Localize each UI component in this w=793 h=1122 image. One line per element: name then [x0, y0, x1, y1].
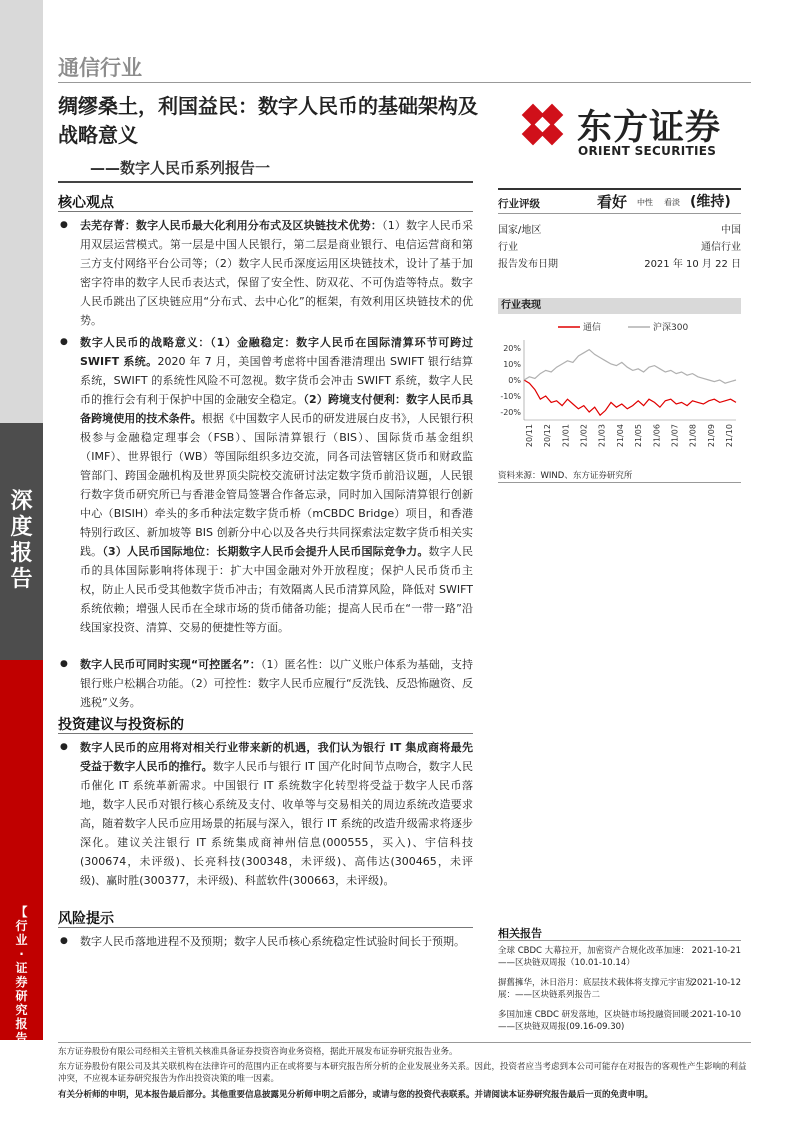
core-point — [58, 333, 473, 637]
report-type-char: 深 — [10, 489, 33, 514]
related-item-date: 2021-10-21 — [691, 946, 741, 956]
rating-rule — [498, 188, 741, 190]
bullet-icon: ● — [60, 337, 68, 347]
sidebar-bottom-char: 研 — [15, 989, 28, 1003]
sidebar-bottom-band — [0, 660, 43, 1059]
core-point-bold: （2）跨境支付便利：数字人民币具备跨境使用的技术条件。 — [80, 393, 474, 425]
x-tick-label: 21/10 — [725, 424, 734, 448]
sidebar-bottom-char: 证 — [15, 961, 28, 975]
rating-rule — [498, 213, 741, 214]
invest-bold: 数字人民币的应用将对相关行业带来新的机遇，我们认为银行 IT 集成商将最先受益于数字人民币的推行。 — [80, 741, 473, 773]
logo-text-en: ORIENT SECURITIES — [578, 144, 717, 158]
footer-line: 东方证券股份有限公司经相关主管机关核准具备证券投资咨询业务资格，据此开展发布证券研究报告业务。 — [58, 1047, 458, 1057]
y-tick-label: 20% — [503, 344, 521, 353]
rating-row-key: 国家/地区 — [498, 225, 542, 236]
rating-row-key: 报告发布日期 — [498, 259, 558, 270]
core-point-text: （1）数字人民币采用双层运营模式。第一层是中国人民银行，第二层是商业银行、电信运营商和第三方支付网络平台公司等；（2）数字人民币深度运用区块链技术，设计了基于加密字符串的数字人民币表达式，保留了安全性、防双花、不可伪造等特点。数字人民币跳出了区块链应用“分布式、去中心化”的框架，有效利用区块链技术的优势。 — [80, 219, 473, 327]
related-item-date: 2021-10-10 — [691, 1010, 741, 1020]
core-point-text: 2020 年 7 月，美国曾考虑将中国香港清理出 SWIFT 银行结算系统，SWIFT 的系统性风险不可忽视。数字货币会冲击 SWIFT 系统，数字人民币的推行会有利于保护中国的金融安全稳定。 — [80, 355, 473, 406]
core-point — [58, 216, 473, 330]
x-tick-label: 21/02 — [579, 424, 589, 448]
series-line — [524, 350, 736, 384]
sidebar-bottom-char: 】 — [15, 1045, 28, 1059]
related-item[interactable] — [498, 945, 741, 969]
legend-label: 通信 — [583, 323, 602, 333]
report-type-char: 报 — [10, 541, 33, 566]
footer-disclaimer: 有关分析师的申明，见本报告最后部分。其他重要信息披露见分析师申明之后部分，或请与您的投资代表联系。并请阅读本证券研究报告最后一页的免责申明。 — [58, 1090, 654, 1100]
bullet-icon: ● — [60, 742, 68, 752]
related-title: 相关报告 — [498, 927, 542, 940]
x-tick-label: 20/12 — [543, 424, 553, 448]
sidebar-bottom-char: 业 — [15, 933, 28, 947]
section-risk-title: 风险提示 — [58, 911, 114, 927]
page-subtitle: ——数字人民币系列报告一 — [90, 159, 271, 177]
section-invest-title: 投资建议与投资标的 — [58, 717, 184, 733]
sidebar-bottom-label — [0, 905, 43, 1059]
x-tick-label: 21/06 — [652, 424, 662, 448]
rating-bearish: 看淡 — [664, 198, 680, 207]
core-point-bold: 数字人民币的战略意义：（1）金融稳定：数字人民币在国际清算环节可跨过 SWIFT 系统。 — [80, 336, 473, 368]
x-tick-label: 20/11 — [525, 424, 534, 448]
risk-point — [58, 932, 473, 951]
series-line — [524, 380, 736, 415]
section-rule — [58, 733, 473, 734]
bullet-icon: ● — [60, 936, 68, 946]
sidebar-report-type — [0, 423, 43, 660]
legend-label: 沪深300 — [653, 323, 689, 333]
footer-rule — [58, 1042, 751, 1043]
sidebar-bottom-char: 告 — [15, 1031, 28, 1045]
y-tick-label: 10% — [503, 360, 521, 369]
y-tick-label: 0% — [508, 376, 521, 385]
chart-source: 资料来源：WIND、东方证券研究所 — [498, 471, 633, 481]
section-rule — [58, 211, 473, 212]
x-tick-label: 21/09 — [706, 424, 716, 448]
rating-label: 行业评级 — [498, 198, 540, 210]
sidebar-bottom-char: 行 — [15, 919, 28, 933]
related-item-title[interactable]: 多国加速 CBDC 研发落地，区块链市场投融资回暖：——区块链双周报(09.16-09.30) — [498, 1010, 698, 1032]
industry-performance-chart — [498, 316, 741, 466]
sidebar-bottom-char: 券 — [15, 975, 28, 989]
chart-title: 行业表现 — [498, 298, 741, 314]
sidebar-bottom-char: 究 — [15, 1003, 28, 1017]
related-item-title[interactable]: 摒舊擁华，沐日浴月：底层技术载体将支撑元宇宙发展：——区块链系列报告二 — [498, 978, 694, 1000]
rating-row-value: 通信行业 — [701, 242, 741, 253]
core-point-text: 数字人民币的具体国际影响将体现于：扩大中国金融对外开放程度；保护人民币货币主权，防止人民币受其他数字货币冲击；有效隔离人民币清算风险，降低对 SWIFT 系统依赖；增强人民币在全球市场的货币储备功能；提高人民币在“一带一路”沿线国家投资、清算、交易的便捷性等方面。 — [80, 545, 474, 634]
core-point-bold: 数字人民币可同时实现“可控匿名”： — [80, 658, 261, 671]
report-type-char: 告 — [10, 567, 33, 592]
chart-rule — [498, 482, 741, 483]
core-point-text: 根据《中国数字人民币的研发进展白皮书》，人民银行积极参与金融稳定理事会（FSB）、国际清算银行（BIS）、国际货币基金组织（IMF）、世界银行（WB）等国际组织多边交流，同各司法管辖区货币和财政监管部门、跨国金融机构及世界顶尖院校交流研讨法定数字货币前沿议题，人民银行数字货币研究所已与香港金管局签署合作备忘录，同时加入国际清算银行创新中心（BISIH）牵头的多币种法定数字货币桥（mCBDC Bridge）项目，和香港特别行政区、新加坡等 BIS 创新分中心以及各央行共同探索法定数字货币相关实践。 — [80, 412, 474, 558]
industry-label: 通信行业 — [58, 56, 142, 80]
x-tick-label: 21/08 — [688, 424, 698, 448]
x-tick-label: 21/03 — [597, 424, 607, 448]
orient-logo-icon — [515, 95, 570, 159]
related-rule — [498, 940, 741, 941]
core-point-bold: 去芜存菁：数字人民币最大化利用分布式及区块链技术优势： — [80, 219, 383, 232]
y-tick-label: -20% — [500, 408, 521, 417]
rating-status: (维持) — [690, 194, 731, 210]
bullet-icon: ● — [60, 659, 68, 669]
sidebar-top-band — [0, 0, 43, 423]
core-point-bold: （3）人民币国际地位：长期数字人民币会提升人民币国际竞争力。 — [102, 545, 429, 558]
footer-line: 东方证券股份有限公司及其关联机构在法律许可的范围内正在或将要与本研究报告所分析的企业发展业务关系。因此，投资者应当考虑到本公司可能存在对报告的客观性产生影响的利益冲突，不应视本证券研究报告为作出投资决策的唯一因素。 — [58, 1062, 747, 1084]
rating-neutral: 中性 — [637, 198, 653, 207]
core-point-text: （1）匿名性：以广义账户体系为基础，支持银行账户松耦合功能。（2）可控性：数字人民币应履行“反洗钱、反恐怖融资、反逃税”义务。 — [80, 658, 473, 709]
related-item[interactable] — [498, 977, 741, 1001]
invest-point — [58, 738, 473, 890]
rating-row-value: 2021 年 10 月 22 日 — [644, 259, 741, 270]
logo-text-cn: 东方证券 — [577, 108, 722, 148]
sidebar-bottom-char: 【 — [15, 905, 28, 919]
bullet-icon: ● — [60, 220, 68, 230]
core-point — [58, 655, 473, 712]
x-tick-label: 21/07 — [670, 424, 680, 448]
sidebar-bottom-char: 报 — [15, 1017, 28, 1031]
related-item-title[interactable]: 全球 CBDC 大幕拉开，加密资产合规化改革加速：——区块链双周报（10.01-10.14） — [498, 946, 690, 968]
rating-row-value: 中国 — [721, 225, 741, 236]
section-core-title: 核心观点 — [58, 195, 114, 211]
x-tick-label: 21/01 — [561, 424, 571, 448]
related-item-date: 2021-10-12 — [691, 978, 741, 988]
related-item[interactable] — [498, 1009, 741, 1033]
invest-text: 数字人民币与银行 IT 国产化时间节点吻合，数字人民币催化 IT 系统革新需求。中国银行 IT 系统数字化转型将受益于数字人民币落地，数字人民币对银行核心系统及支付、收单等与交易相关的周边系统改造要求高，随着数字人民币应用场景的拓展与深入，银行 IT 系统的改造升级需求将逐步深化。建议关注银行 IT 系统集成商神州信息(000555，买入)、宇信科技(300674，未评级)、长亮科技(300348，未评级)、高伟达(300465，未评级)、赢时胜(300377，未评级)、科蓝软件(300663，未评级)。 — [80, 760, 473, 887]
section-rule — [58, 927, 473, 928]
report-type-char: 度 — [10, 515, 33, 540]
y-tick-label: -10% — [500, 392, 521, 401]
rating-main: 看好 — [597, 193, 628, 211]
x-tick-label: 21/05 — [634, 424, 644, 448]
rating-row-key: 行业 — [498, 242, 518, 253]
page-title: 绸缪桑土，利国益民：数字人民币的基础架构及战略意义 — [58, 94, 478, 147]
sidebar-bottom-char: · — [19, 947, 24, 961]
header-rule — [58, 82, 751, 83]
title-rule — [58, 181, 473, 183]
risk-text: 数字人民币落地进程不及预期；数字人民币核心系统稳定性试验时间长于预期。 — [80, 935, 465, 948]
x-tick-label: 21/04 — [615, 424, 625, 448]
